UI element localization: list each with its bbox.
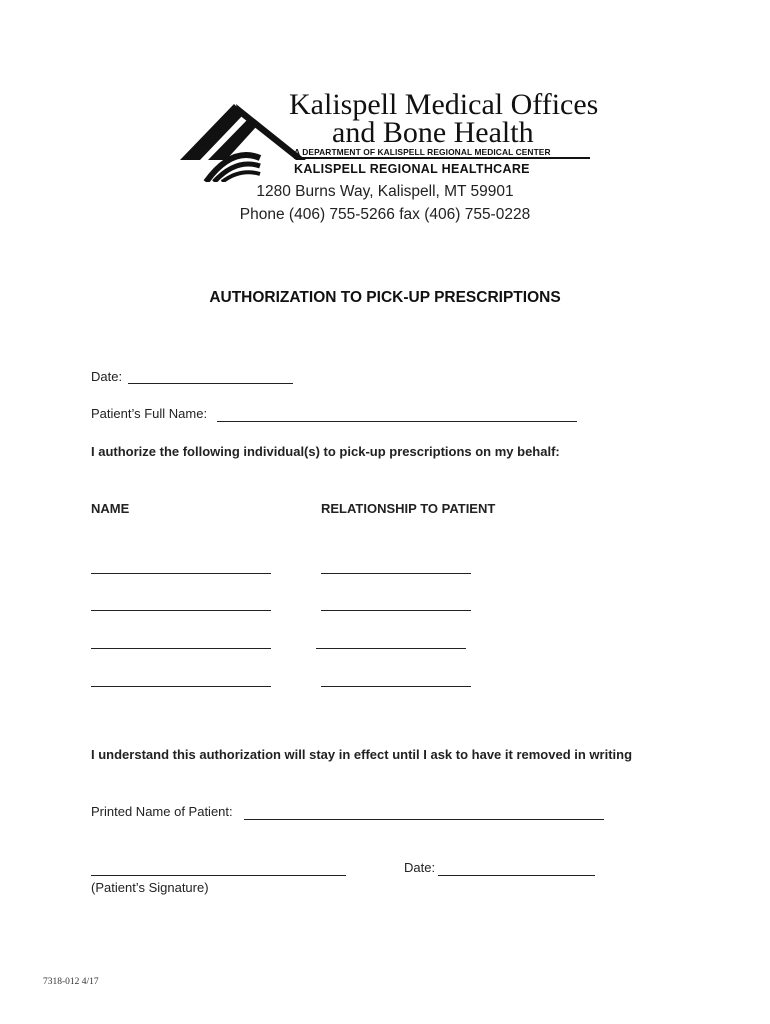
signature-field[interactable] bbox=[91, 875, 346, 876]
date-label: Date: bbox=[91, 369, 123, 384]
logo-divider bbox=[294, 157, 590, 159]
date-field[interactable] bbox=[128, 383, 293, 384]
patient-name-label: Patient’s Full Name: bbox=[91, 406, 208, 421]
authorized-name-field-3[interactable] bbox=[91, 648, 271, 649]
printed-name-field[interactable] bbox=[244, 819, 604, 820]
printed-name-label: Printed Name of Patient: bbox=[91, 804, 233, 819]
page-title: AUTHORIZATION TO PICK-UP PRESCRIPTIONS bbox=[209, 289, 561, 306]
relationship-field-4[interactable] bbox=[321, 686, 471, 687]
relationship-field-1[interactable] bbox=[321, 573, 471, 574]
phone-fax: Phone (406) 755-5266 fax (406) 755-0228 bbox=[239, 206, 531, 223]
logo-department: A DEPARTMENT OF KALISPELL REGIONAL MEDICAL CENTER bbox=[294, 147, 551, 157]
address: 1280 Burns Way, Kalispell, MT 59901 bbox=[256, 183, 514, 200]
authorized-name-field-1[interactable] bbox=[91, 573, 271, 574]
authorized-name-field-4[interactable] bbox=[91, 686, 271, 687]
column-header-name: NAME bbox=[91, 501, 130, 516]
signature-date-label: Date: bbox=[404, 860, 436, 875]
understand-statement: I understand this authorization will stay in effect until I ask to have it removed in writing bbox=[91, 747, 633, 762]
relationship-field-2[interactable] bbox=[321, 610, 471, 611]
authorize-statement: I authorize the following individual(s) to pick-up prescriptions on my behalf: bbox=[91, 444, 560, 459]
authorized-name-field-2[interactable] bbox=[91, 610, 271, 611]
patient-name-field[interactable] bbox=[217, 421, 577, 422]
form-code: 7318-012 4/17 bbox=[43, 977, 99, 987]
column-header-relationship: RELATIONSHIP TO PATIENT bbox=[321, 501, 496, 516]
relationship-field-3[interactable] bbox=[316, 648, 466, 649]
logo-org-name-line2: and Bone Health bbox=[332, 116, 534, 149]
signature-date-field[interactable] bbox=[438, 875, 595, 876]
logo-org-name-line1: Kalispell Medical Offices bbox=[289, 88, 599, 121]
signature-caption: (Patient’s Signature) bbox=[91, 880, 209, 895]
logo-system-name: KALISPELL REGIONAL HEALTHCARE bbox=[294, 162, 530, 176]
